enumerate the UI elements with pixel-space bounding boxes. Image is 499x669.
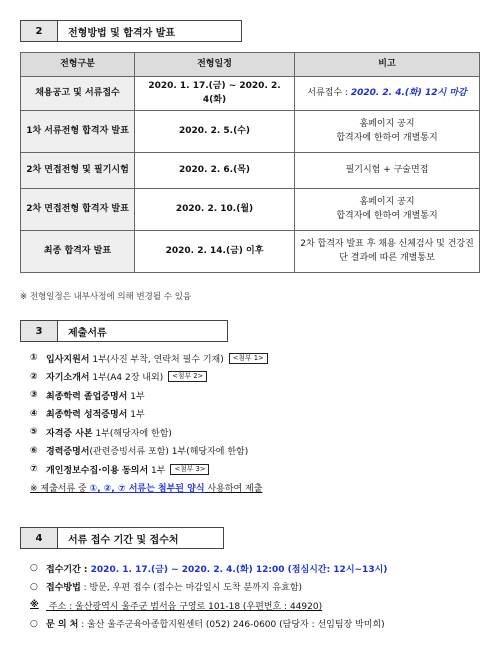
item-marker: ④ bbox=[30, 408, 38, 419]
list-item bbox=[30, 578, 387, 597]
document-name: 자기소개서 bbox=[46, 373, 90, 384]
documents-note-prefix: ※ 제출서류 중 bbox=[30, 484, 90, 495]
section-3-header bbox=[20, 320, 228, 342]
item-marker: ③ bbox=[30, 390, 38, 401]
list-item bbox=[30, 349, 268, 368]
section-3-number: 3 bbox=[20, 320, 58, 342]
item-marker: ○ bbox=[30, 581, 38, 592]
item-marker: ⑦ bbox=[30, 464, 38, 475]
list-item bbox=[30, 423, 268, 442]
schedule-row-date: 2020. 2. 5.(수) bbox=[135, 111, 295, 153]
section-4-header bbox=[20, 527, 224, 549]
attachment-badge: <첨부 2> bbox=[168, 371, 207, 382]
item-marker: ① bbox=[30, 353, 38, 364]
info-value: 2020. 1. 17.(금) ~ 2020. 2. 4.(화) 12:00 (점심시간: 12시~13시) bbox=[90, 564, 388, 575]
schedule-header-note: 비고 bbox=[295, 53, 480, 77]
schedule-row-label: 1차 서류전형 합격자 발표 bbox=[21, 111, 135, 153]
document-name: 개인정보수집·이용 동의서 bbox=[46, 465, 149, 476]
item-marker: ○ bbox=[30, 563, 38, 574]
schedule-row-date: 2020. 2. 10.(월) bbox=[135, 189, 295, 231]
info-value: 주소 : 울산광역시 울주군 범서읍 구영로 101-18 (우편번호 : 44920) bbox=[46, 601, 323, 612]
section-2-number: 2 bbox=[20, 20, 58, 42]
schedule-row-label: 최종 합격자 발표 bbox=[21, 231, 135, 273]
schedule-row-label: 채용공고 및 서류접수 bbox=[21, 77, 135, 111]
schedule-row-date: 2020. 1. 17.(금) ~ 2020. 2. 4(화) bbox=[135, 77, 295, 111]
schedule-row-note: 필기시험 + 구술면접 bbox=[295, 153, 480, 189]
list-item bbox=[30, 386, 268, 405]
schedule-row-note: 홈페이지 공지 합격자에 한하여 개별통지 bbox=[295, 189, 480, 231]
application-info-list bbox=[30, 559, 387, 633]
document-detail: 1부(A4 2장 내외) bbox=[89, 373, 164, 384]
table-row bbox=[21, 153, 480, 189]
item-marker: ※ bbox=[30, 600, 39, 611]
document-detail: 1부 bbox=[127, 391, 145, 402]
schedule-header-date: 전형일정 bbox=[135, 53, 295, 77]
info-label: 접수기간 : bbox=[46, 564, 91, 575]
documents-note bbox=[30, 479, 268, 498]
schedule-row-date: 2020. 2. 6.(목) bbox=[135, 153, 295, 189]
document-name: 자격증 사본 bbox=[46, 428, 93, 439]
list-item bbox=[30, 559, 387, 578]
attachment-badge: <첨부 1> bbox=[229, 353, 268, 364]
list-item bbox=[30, 460, 268, 479]
info-label: 문 의 처 bbox=[46, 620, 79, 631]
section-4-title: 서류 접수 기간 및 접수처 bbox=[58, 527, 224, 549]
document-name: 최종학력 졸업증명서 bbox=[46, 391, 128, 402]
document-name: 입사지원서 bbox=[46, 354, 90, 365]
document-detail: 1부 bbox=[127, 410, 145, 421]
schedule-table-header-row bbox=[21, 53, 480, 77]
section-3-title: 제출서류 bbox=[58, 320, 228, 342]
list-item bbox=[30, 442, 268, 461]
table-row bbox=[21, 111, 480, 153]
schedule-footnote: ※ 전형일정은 내부사정에 의해 변경될 수 있음 bbox=[20, 292, 192, 302]
section-2-title: 전형방법 및 합격자 발표 bbox=[58, 20, 242, 42]
info-value: : 방문, 우편 접수 (접수는 마감일시 도착 분까지 유효함) bbox=[80, 583, 303, 594]
list-item bbox=[30, 596, 387, 615]
schedule-note-deadline: 2020. 2. 4.(화) 12시 마감 bbox=[350, 87, 467, 98]
schedule-row-date: 2020. 2. 14.(금) 이후 bbox=[135, 231, 295, 273]
schedule-note-prefix: 서류접수 : bbox=[307, 87, 351, 98]
schedule-row-note: 2차 합격자 발표 후 채용 신체검사 및 건강진단 결과에 따른 개별통보 bbox=[295, 231, 480, 273]
list-item bbox=[30, 405, 268, 424]
list-item bbox=[30, 615, 387, 634]
document-detail: 1부 bbox=[148, 465, 166, 476]
document-detail: 1부(사진 부착, 연락처 필수 기재) bbox=[89, 354, 224, 365]
schedule-row-label: 2차 면접전형 합격자 발표 bbox=[21, 189, 135, 231]
document-name: 최종학력 성적증명서 bbox=[46, 410, 128, 421]
documents-note-suffix: 사용하여 제출 bbox=[204, 484, 263, 495]
info-value: : 울산 울주군육아종합지원센터 (052) 246-0600 (담당자 : 선임팀장 박미희) bbox=[78, 620, 385, 631]
schedule-row-label: 2차 면접전형 및 필기시험 bbox=[21, 153, 135, 189]
info-label: 접수방법 bbox=[46, 583, 81, 594]
table-row bbox=[21, 77, 480, 111]
document-detail: (관련증빙서류 포함) 1부(해당자에 한함) bbox=[89, 447, 249, 458]
item-marker: ⑥ bbox=[30, 445, 38, 456]
item-marker: ○ bbox=[30, 618, 38, 629]
schedule-row-note bbox=[295, 77, 480, 111]
item-marker: ⑤ bbox=[30, 427, 38, 438]
schedule-row-note: 홈페이지 공지 합격자에 한하여 개별통지 bbox=[295, 111, 480, 153]
section-2-header bbox=[20, 20, 242, 42]
section-4-number: 4 bbox=[20, 527, 58, 549]
document-detail: 1부(해당자에 한함) bbox=[92, 428, 172, 439]
document-name: 경력증명서 bbox=[46, 447, 90, 458]
table-row bbox=[21, 189, 480, 231]
item-marker: ② bbox=[30, 371, 38, 382]
table-row bbox=[21, 231, 480, 273]
attachment-badge: <첨부 3> bbox=[170, 464, 209, 475]
documents-list bbox=[30, 349, 268, 497]
schedule-table bbox=[20, 52, 480, 273]
list-item bbox=[30, 368, 268, 387]
documents-note-emphasis: ①, ②, ⑦ 서류는 첨부된 양식 bbox=[89, 484, 205, 495]
schedule-header-type: 전형구분 bbox=[21, 53, 135, 77]
